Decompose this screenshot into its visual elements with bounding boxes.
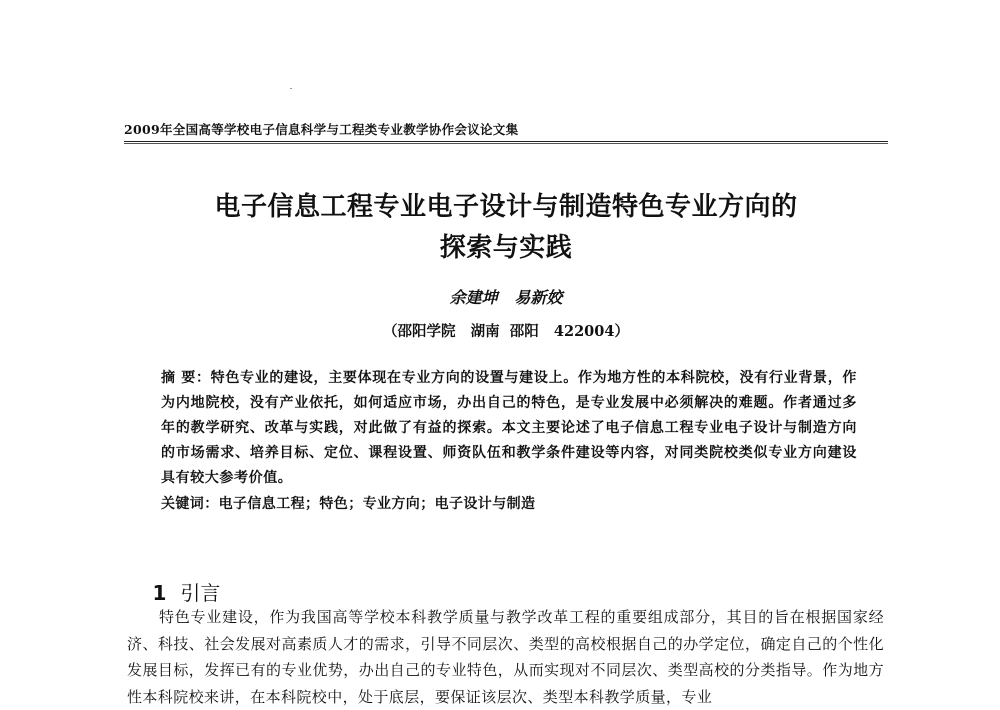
scan-speck <box>290 88 292 89</box>
abstract <box>161 366 857 491</box>
keywords-label: 关键词： <box>161 496 219 512</box>
section-title: 引言 <box>180 581 221 605</box>
keywords-text: 电子信息工程；特色；专业方向；电子设计与制造 <box>218 496 536 512</box>
paper-title-line-1: 电子信息工程专业电子设计与制造特色专业方向的 <box>214 192 798 222</box>
abstract-text: 特色专业的建设，主要体现在专业方向的设置与建设上。作为地方性的本科院校，没有行业背景，作为内地院校，没有产业依托，如何适应市场，办出自己的特色，是专业发展中必须解决的难题。作者通过多年的教学研究、改革与实践，对此做了有益的探索。本文主要论述了电子信息工程专业电子设计与制造方向的市场需求、培养目标、定位、课程设置、师资队伍和教学条件建设等内容，对同类院校类似专业方向建设具有较大参考价值。 <box>161 370 857 486</box>
keywords <box>161 493 857 513</box>
section-number: 1 <box>152 581 167 605</box>
running-header: 2009年全国高等学校电子信息科学与工程类专业教学协作会议论文集 <box>124 120 888 142</box>
affiliation: （邵阳学院 湖南 邵阳 422004） <box>383 323 629 340</box>
abstract-label: 摘 要： <box>161 370 211 386</box>
authors: 余建坤 易新姣 <box>449 288 563 307</box>
body-paragraph: 特色专业建设，作为我国高等学校本科教学质量与教学改革工程的重要组成部分，其目的旨在根据国家经济、科技、社会发展对高素质人才的需求，引导不同层次、类型的高校根据自己的办学定位，确定自己的个性化发展目标，发挥已有的专业优势，办出自己的专业特色，从而实现对不同层次、类型高校的分类指导。作为地方性本科院校来讲，在本科院校中，处于底层，要保证该层次、类型本科教学质量，专业 <box>127 608 884 706</box>
paper-title-line-2: 探索与实践 <box>439 233 573 263</box>
header-rule <box>124 143 888 144</box>
